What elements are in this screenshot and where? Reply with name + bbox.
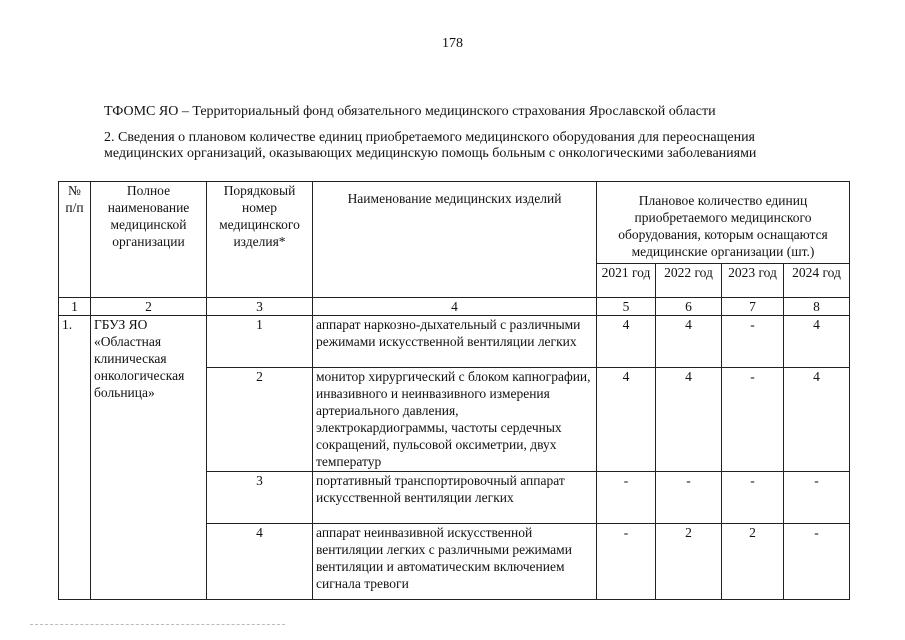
header-year-2023: 2023 год (722, 264, 784, 298)
footer-divider (30, 624, 285, 625)
column-number: 1 (59, 298, 91, 316)
quantity-2023: - (722, 316, 784, 368)
quantity-2023: - (722, 368, 784, 472)
device-name: монитор хирургический с блоком капнографии, инвазивного и неинвазивного измерения артериального давления, электрокардиограммы, частоты сердечных сокращений, пульсовой оксиметрии, двух температур (313, 368, 597, 472)
quantity-2022: 4 (656, 316, 722, 368)
equipment-plan-table (58, 181, 850, 600)
item-number: 1 (207, 316, 313, 368)
quantity-2024: - (784, 472, 850, 524)
quantity-2024: 4 (784, 368, 850, 472)
quantity-2021: 4 (597, 368, 656, 472)
device-name: аппарат неинвазивной искусственной вентиляции легких с различными режимами вентиляции и автоматическим включением сигнала тревоги (313, 524, 597, 600)
column-numbers-row (59, 298, 850, 316)
quantity-2021: - (597, 524, 656, 600)
header-item-number: Порядковый номер медицинского изделия* (207, 182, 313, 298)
column-number: 3 (207, 298, 313, 316)
page-number: 178 (442, 36, 463, 51)
header-organization: Полное наименование медицинской организации (91, 182, 207, 298)
item-number: 3 (207, 472, 313, 524)
quantity-2024: - (784, 524, 850, 600)
organization-name: ГБУЗ ЯО «Областная клиническая онкологическая больница» (91, 316, 207, 600)
column-number: 4 (313, 298, 597, 316)
header-year-2022: 2022 год (656, 264, 722, 298)
device-name: аппарат наркозно-дыхательный с различными режимами искусственной вентиляции легких (313, 316, 597, 368)
column-number: 6 (656, 298, 722, 316)
organization-abbreviation-line: ТФОМС ЯО – Территориальный фонд обязательного медицинского страхования Ярославской области (104, 104, 716, 119)
column-number: 2 (91, 298, 207, 316)
quantity-2023: - (722, 472, 784, 524)
column-number: 7 (722, 298, 784, 316)
item-number: 4 (207, 524, 313, 600)
quantity-2021: - (597, 472, 656, 524)
header-device-name: Наименование медицинских изделий (313, 182, 597, 298)
quantity-2024: 4 (784, 316, 850, 368)
quantity-2022: - (656, 472, 722, 524)
group-number: 1. (59, 316, 91, 600)
column-number: 5 (597, 298, 656, 316)
section-title: 2. Сведения о плановом количестве единиц приобретаемого медицинского оборудования для переоснащения медицинских организаций, оказывающих медицинскую помощь больным с онкологическими заболеваниями (104, 130, 757, 161)
header-year-2021: 2021 год (597, 264, 656, 298)
item-number: 2 (207, 368, 313, 472)
header-num: № п/п (59, 182, 91, 298)
column-number: 8 (784, 298, 850, 316)
header-year-2024: 2024 год (784, 264, 850, 298)
header-planned-quantity: Плановое количество единиц приобретаемого медицинского оборудования, которым оснащаются медицинские организации (шт.) (597, 182, 850, 264)
quantity-2023: 2 (722, 524, 784, 600)
quantity-2022: 2 (656, 524, 722, 600)
device-name: портативный транспортировочный аппарат искусственной вентиляции легких (313, 472, 597, 524)
quantity-2022: 4 (656, 368, 722, 472)
header-row (59, 182, 850, 264)
quantity-2021: 4 (597, 316, 656, 368)
table-row (59, 316, 850, 368)
